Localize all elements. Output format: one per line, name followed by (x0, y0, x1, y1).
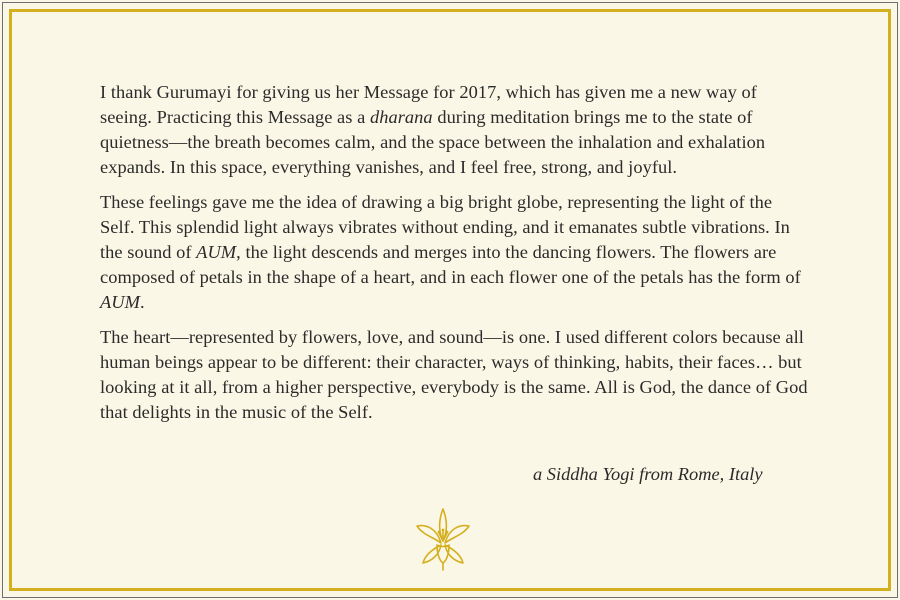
paragraph-2-term-aum-1: AUM (196, 242, 237, 262)
paragraph-1-text-a: I thank Gurumayi for giving us her Message for 2017, which has given me a new way of seeing. Practicing this Message as a (100, 82, 757, 127)
paragraph-2-text-a: These feelings gave me the idea of drawing a big bright globe, representing the light of the Self. This splendid light always vibrates without ending, and it emanates subtle vibrations. In the sound of (100, 192, 790, 262)
paragraph-1-text-b: during meditation brings me to the state of quietness—the breath becomes calm, and the space between the inhalation and exhalation expands. In this space, everything vanishes, and I feel free, strong, and joyful. (100, 107, 766, 177)
paragraph-2 (100, 190, 810, 315)
paragraph-1-term-dharana: dharana (369, 107, 433, 127)
paragraph-2-text-b: , the light descends and merges into the dancing flowers. The flowers are composed of petals in the shape of a heart, and in each flower one of the petals has the form of (100, 242, 801, 287)
paragraph-3 (100, 325, 810, 425)
lily-flower-icon (413, 505, 473, 571)
paragraph-2-text-c: . (139, 292, 145, 312)
testimonial-body (100, 80, 810, 435)
signature: a Siddha Yogi from Rome, Italy (533, 464, 763, 484)
paragraph-3-text: The heart—represented by flowers, love, and sound—is one. I used different colors because all human beings appear to be different: their character, ways of thinking, habits, their faces… but looking at it all, from a higher perspective, everybody is the same. All is God, the dance of God that delights in the music of the Self. (100, 327, 808, 422)
paragraph-2-term-aum-2: AUM (100, 292, 140, 312)
paragraph-1 (100, 80, 810, 180)
